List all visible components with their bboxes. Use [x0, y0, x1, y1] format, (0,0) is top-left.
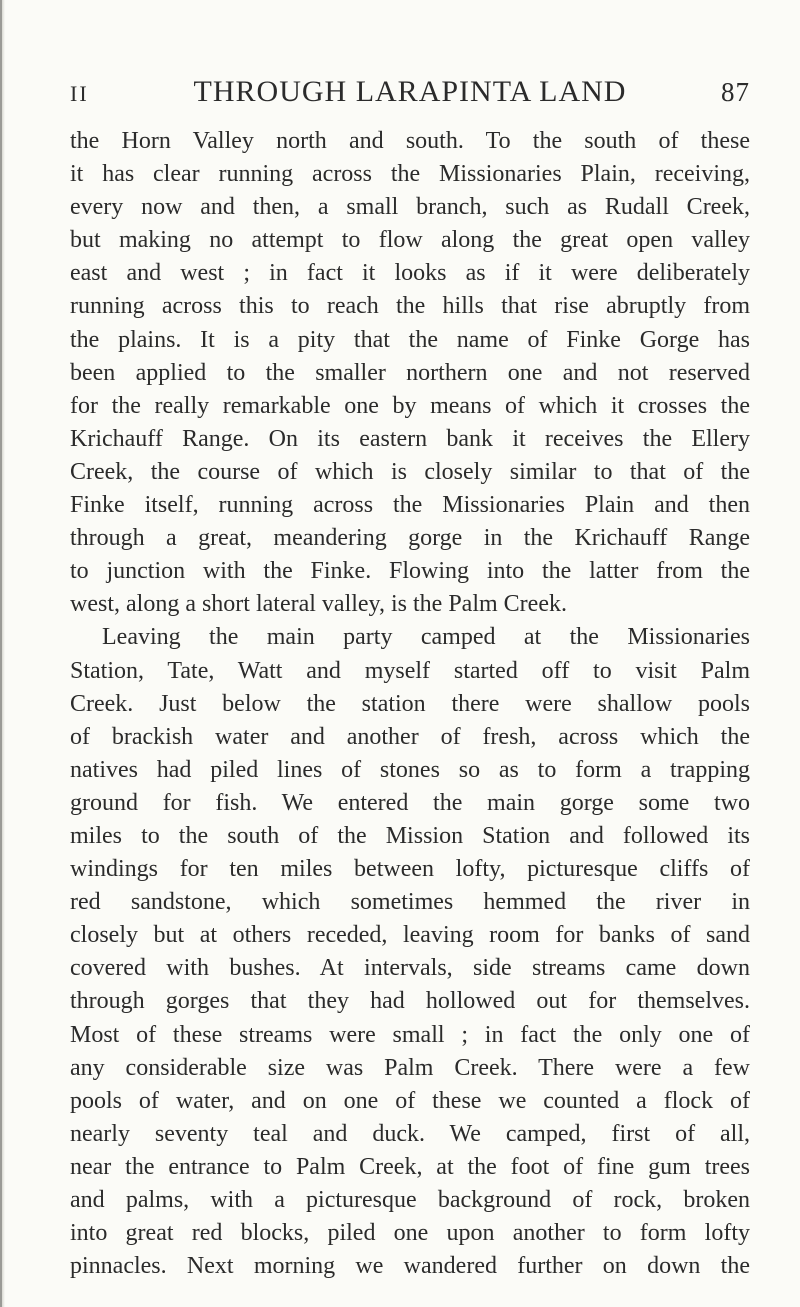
- text-line: Creek. Just below the station there were shallow pools: [70, 690, 750, 717]
- text-line: into great red blocks, piled one upon another to form lofty: [70, 1220, 750, 1247]
- text-line: Krichauff Range. On its eastern bank it receives the Ellery: [70, 425, 750, 452]
- page-edge-shadow: [2, 0, 5, 1307]
- text-line: it has clear running across the Missionaries Plain, receiving,: [70, 161, 750, 188]
- text-line: Most of these streams were small ; in fact the only one of: [70, 1021, 750, 1048]
- text-line: been applied to the smaller northern one and not reserved: [70, 359, 750, 386]
- text-line: natives had piled lines of stones so as to form a trapping: [70, 756, 750, 783]
- body-text: [70, 125, 750, 1283]
- text-line: Station, Tate, Watt and myself started off to visit Palm: [70, 657, 750, 684]
- text-line: and palms, with a picturesque background of rock, broken: [70, 1187, 750, 1213]
- text-line: the plains. It is a pity that the name of Finke Gorge has: [70, 326, 750, 353]
- text-line: of brackish water and another of fresh, across which the: [70, 723, 750, 750]
- text-line: through gorges that they had hollowed out for themselves.: [70, 988, 750, 1015]
- text-line: east and west ; in fact it looks as if it were deliberately: [70, 260, 750, 287]
- text-line: windings for ten miles between lofty, picturesque cliffs of: [70, 856, 750, 883]
- text-line: Creek, the course of which is closely similar to that of the: [70, 458, 750, 485]
- text-line: to junction with the Finke. Flowing into the latter from the: [70, 558, 750, 585]
- page-number: 87: [721, 77, 750, 107]
- text-line: closely but at others receded, leaving room for banks of sand: [70, 922, 750, 949]
- text-line: any considerable size was Palm Creek. There were a few: [70, 1054, 750, 1081]
- text-line: Leaving the main party camped at the Missionaries: [102, 624, 750, 651]
- text-line: miles to the south of the Mission Station and followed its: [70, 822, 750, 849]
- chapter-number: II: [70, 81, 89, 106]
- text-line: through a great, meandering gorge in the Krichauff Range: [70, 525, 750, 552]
- text-line: red sandstone, which sometimes hemmed the river in: [70, 889, 750, 916]
- text-line: west, along a short lateral valley, is the Palm Creek.: [70, 591, 567, 618]
- page-header: [70, 75, 750, 115]
- text-line: Finke itself, running across the Missionaries Plain and then: [70, 492, 750, 519]
- text-line: pools of water, and on one of these we counted a flock of: [70, 1087, 750, 1114]
- text-line: ground for fish. We entered the main gorge some two: [70, 789, 750, 816]
- text-line: covered with bushes. At intervals, side streams came down: [70, 955, 750, 982]
- text-line: every now and then, a small branch, such as Rudall Creek,: [70, 194, 750, 221]
- running-title: THROUGH LARAPINTA LAND: [193, 75, 627, 108]
- text-line: running across this to reach the hills that rise abruptly from: [70, 293, 750, 320]
- text-line: the Horn Valley north and south. To the south of these: [70, 128, 750, 154]
- text-line: nearly seventy teal and duck. We camped, first of all,: [70, 1120, 750, 1147]
- text-line: near the entrance to Palm Creek, at the foot of fine gum trees: [70, 1153, 750, 1180]
- text-line: but making no attempt to flow along the great open valley: [70, 227, 750, 254]
- text-line: pinnacles. Next morning we wandered further on down the: [70, 1253, 750, 1280]
- text-line: for the really remarkable one by means of which it crosses the: [70, 392, 750, 419]
